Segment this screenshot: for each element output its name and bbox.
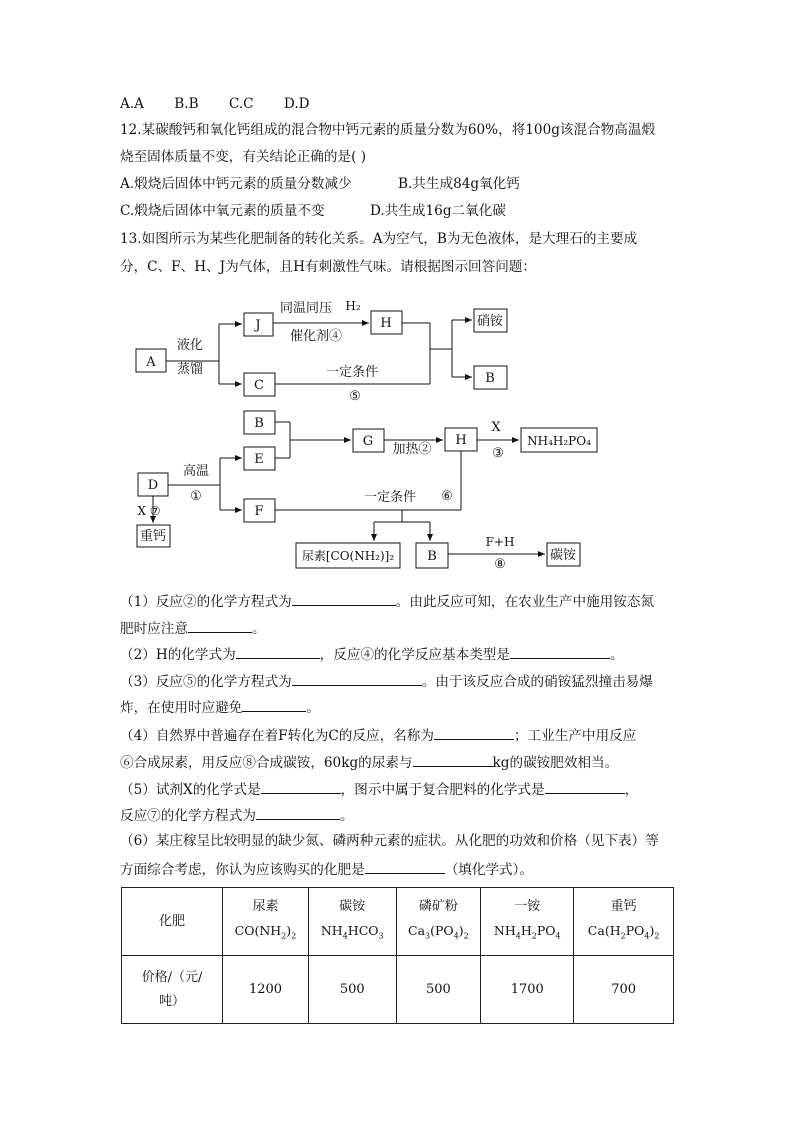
q4-text-a: （4）自然界中普遍存在着F转化为C的反应，名称为 [120,728,434,744]
q13-sub2 [120,644,624,664]
box-a [136,349,166,372]
q6-blank[interactable] [365,859,445,874]
q4-blank-1[interactable] [434,725,514,740]
q13-sub1-line1 [120,591,654,611]
price-cell: 700 [574,956,674,1024]
label-h-mid: H [455,433,467,448]
box-e [244,447,275,470]
table-header-label: 化肥 [122,888,223,956]
cond-gaowen: 高温 [182,464,210,479]
q1-text-a: （1）反应②的化学方程式为 [120,594,292,610]
price-label-line1: 价格/（元/ [141,969,203,985]
q12-option-a: A.煅烧后固体中钙元素的质量分数减少 [120,176,352,192]
q1-text-c: 肥时应注意 [120,621,188,637]
cond-fh: F+H [485,535,515,549]
fertilizer-formula: $NH_4H_2PO_4$ [493,922,561,941]
box-zhonggai [137,525,170,547]
price-cell: 500 [396,956,481,1024]
q6-text-c: （填化学式）。 [444,862,534,878]
cond-h2: H₂ [345,299,361,313]
label-a: A [146,355,156,370]
box-nh4h2po4 [521,428,597,452]
fertilizer-formula: $NH_4HCO_3$ [320,922,384,941]
q13-sub6-line1: （6）某庄稼呈比较明显的缺少氮、磷两种元素的症状。从化肥的功效和价格（见下表）等 [120,833,659,849]
table-header-niaosu [223,888,309,956]
label-h-top: H [380,316,392,331]
q12-option-b: B.共生成84g氧化钙 [398,176,520,192]
label-nh4h2po4: NH₄H₂PO₄ [527,434,591,448]
cond-yehua: 液化 [176,338,204,353]
q2-text-c: 。 [609,647,624,663]
box-h-mid [445,428,477,451]
table-header-yian [481,888,574,956]
fertilizer-formula: $Ca(H_2PO_4)_2$ [587,922,660,941]
q2-blank-1[interactable] [236,644,320,659]
table-header-tanan [308,888,396,956]
label-d: D [147,478,159,493]
q5-blank-2[interactable] [545,779,625,794]
cond-n6: ⑥ [441,489,453,504]
box-tanan [547,543,580,566]
cond-x7: X ⑦ [137,504,161,518]
price-cell: 1200 [223,956,309,1024]
label-zhonggai: 重钙 [139,529,167,544]
label-f: F [254,504,264,519]
q3-blank-1[interactable] [292,671,422,686]
q3-text-c: 炸，在使用时应避免 [120,700,243,716]
previous-options [120,95,336,113]
q5-text-a: （5）试剂X的化学式是 [120,782,261,798]
q13-sub3-line1 [120,671,653,691]
cond-yiding2: 一定条件 [363,490,417,505]
q1-blank-2[interactable] [188,618,252,633]
label-niaosu: 尿素[CO(NH₂)]₂ [301,549,395,563]
option-c: C.C [228,96,254,112]
cond-n1: ① [190,489,202,504]
q13-line2: 分，C、F、H、J为气体，且H有刺激性气味。请根据图示回答问题： [120,259,537,275]
label-e: E [254,452,264,467]
q1-text-d: 。 [251,621,266,637]
price-label-line2: 吨） [158,993,185,1009]
cond-tongwen: 同温同压 [279,301,333,316]
q13-sub6-line2 [120,859,533,879]
fertilizer-formula: $Ca_3(PO_4)_2$ [408,922,469,941]
q2-text-b: ，反应④的化学反应基本类型是 [319,647,510,663]
box-h-top [371,311,402,334]
cond-zhengliu: 蒸馏 [176,362,204,377]
box-xiaoan [474,309,507,332]
label-b-top: B [485,371,495,386]
q3-blank-2[interactable] [242,697,306,712]
box-f [244,499,275,522]
q13-sub4-line2 [120,752,618,772]
q5-blank-3[interactable] [256,805,340,820]
option-b: B.B [174,96,199,112]
label-b-bottom: B [427,549,437,564]
q13-sub1-line2 [120,618,266,638]
q3-text-a: （3）反应⑤的化学方程式为 [120,674,292,690]
fertilizer-name: 尿素 [252,898,279,914]
price-cell: 500 [308,956,396,1024]
q3-text-b: 。由于该反应合成的硝铵猛烈撞击易爆 [421,674,653,690]
fertilizer-name: 一铵 [514,898,541,914]
cond-x: X [491,420,501,435]
q4-text-b: ；工业生产中用反应 [513,728,637,744]
q2-blank-2[interactable] [510,644,610,659]
price-label [122,956,223,1024]
box-j [244,313,273,336]
q2-text-a: （2）H的化学式为 [120,647,236,663]
cond-n8: ⑧ [494,557,506,572]
box-g [353,429,384,452]
q5-text-e: 。 [339,808,354,824]
label-tanan: 碳铵 [549,548,577,563]
q12-options-ab [120,175,520,193]
label-xiaoan: 硝铵 [476,314,504,329]
option-d: D.D [283,96,310,112]
box-b-bottom [416,543,448,568]
box-b-top [474,366,507,389]
q3-text-d: 。 [306,700,320,716]
label-b-mid: B [254,416,264,431]
q4-text-d: kg的碳铵肥效相当。 [492,755,619,771]
cond-cuihua: 催化剂④ [289,329,343,344]
price-cell: 1700 [481,956,574,1024]
q13-sub3-line2 [120,697,320,717]
fertilizer-name: 磷矿粉 [418,898,458,914]
cond-jiare: 加热② [392,442,432,457]
label-g: G [362,434,374,449]
q5-text-c: ， [624,782,639,798]
q6-text-b: 方面综合考虑，你认为应该购买的化肥是 [120,862,365,878]
label-c: C [254,378,264,393]
cond-yiding1: 一定条件 [325,365,379,380]
table-header-zhonggai [574,888,674,956]
box-c [244,373,275,396]
q12-options-cd [120,202,506,220]
q4-blank-2[interactable] [413,752,493,767]
fertilizer-name: 碳铵 [339,898,366,914]
q12-line1: 12.某碳酸钙和氧化钙组成的混合物中钙元素的质量分数为60%，将100g该混合物高温煅 [120,122,656,138]
option-a: A.A [120,96,144,112]
q13-sub4-line1 [120,725,636,745]
cond-n5: ⑤ [349,389,361,404]
table-price-row [122,956,674,1024]
label-j: J [255,318,261,333]
q12-line2: 烧至固体质量不变，有关结论正确的是( ) [120,149,367,165]
table-header-linkuangfen [396,888,481,956]
table-header-row [122,888,674,956]
q13-sub5-line1 [120,779,638,799]
q5-blank-1[interactable] [261,779,341,794]
cond-n3: ③ [492,446,504,461]
q1-blank-1[interactable] [292,591,396,606]
q5-text-d: 反应⑦的化学方程式为 [120,808,256,824]
q12-option-c: C.煅烧后固体中氧元素的质量不变 [120,203,325,219]
box-d [138,473,168,496]
box-b-mid [244,411,275,434]
fertilizer-name: 重钙 [610,898,637,914]
q4-text-c: ⑥合成尿素，用反应⑧合成碳铵，60kg的尿素与 [120,755,413,771]
q13-sub5-line2 [120,805,354,825]
q5-text-b: ，图示中属于复合肥料的化学式是 [340,782,545,798]
q12-option-d: D.共生成16g二氧化碳 [370,203,506,219]
q13-line1: 13.如图所示为某些化肥制备的转化关系。A为空气，B为无色液体，是大理石的主要成 [120,231,638,247]
q1-text-b: 。由此反应可知，在农业生产中施用铵态氮 [395,594,655,610]
fertilizer-formula: $CO(NH_2)_2$ [234,922,297,941]
fertilizer-price-table [121,887,674,1024]
box-niaosu [296,543,400,568]
